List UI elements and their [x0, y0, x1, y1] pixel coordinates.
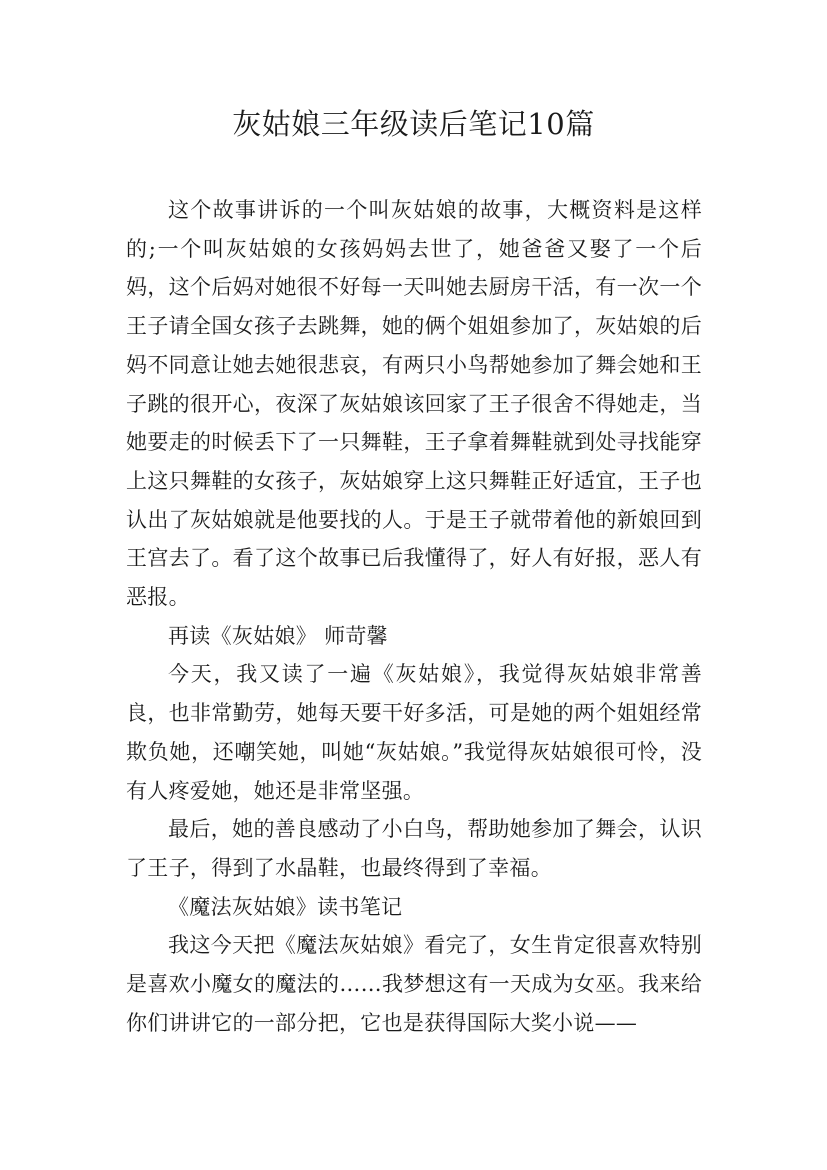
- document-title: 灰姑娘三年级读后笔记10篇: [232, 107, 595, 141]
- section-heading-magic-cinderella: 《魔法灰姑娘》读书笔记: [168, 894, 403, 919]
- document-body: [126, 191, 702, 1042]
- paragraph-story-summary: 这个故事讲诉的一个叫灰姑娘的故事，大概资料是这样的;一个叫灰姑娘的女孩妈妈去世了，她爸爸又娶了一个后妈，这个后妈对她很不好每一天叫她去厨房干活，有一次一个王子请全国女孩子去跳舞，她的俩个姐姐参加了，灰姑娘的后妈不同意让她去她很悲哀，有两只小鸟帮她参加了舞会她和王子跳的很开心，夜深了灰姑娘该回家了王子很舍不得她走，当她要走的时候丢下了一只舞鞋，王子拿着舞鞋就到处寻找能穿上这只舞鞋的女孩子，灰姑娘穿上这只舞鞋正好适宜，王子也认出了灰姑娘就是他要找的人。于是王子就带着他的新娘回到王宫去了。看了这个故事已后我懂得了，好人有好报，恶人有恶报。: [126, 198, 702, 610]
- section-heading-reread: 再读《灰姑娘》 师苛馨: [168, 623, 388, 648]
- paragraph-magic-cinderella: 我这今天把《魔法灰姑娘》看完了，女生肯定很喜欢特别是喜欢小魔女的魔法的……我梦想这有一天成为女巫。我来给你们讲讲它的一部分把，它也是获得国际大奖小说——: [126, 933, 702, 1035]
- paragraph-reread-ending: 最后，她的善良感动了小白鸟，帮助她参加了舞会，认识了王子，得到了水晶鞋，也最终得到了幸福。: [126, 817, 702, 880]
- paragraph-reread-opinion: 今天，我又读了一遍《灰姑娘》，我觉得灰姑娘非常善良，也非常勤劳，她每天要干好多活，可是她的两个姐姐经常欺负她，还嘲笑她，叫她“灰姑娘。”我觉得灰姑娘很可怜，没有人疼爱她，她还是非常坚强。: [126, 662, 702, 803]
